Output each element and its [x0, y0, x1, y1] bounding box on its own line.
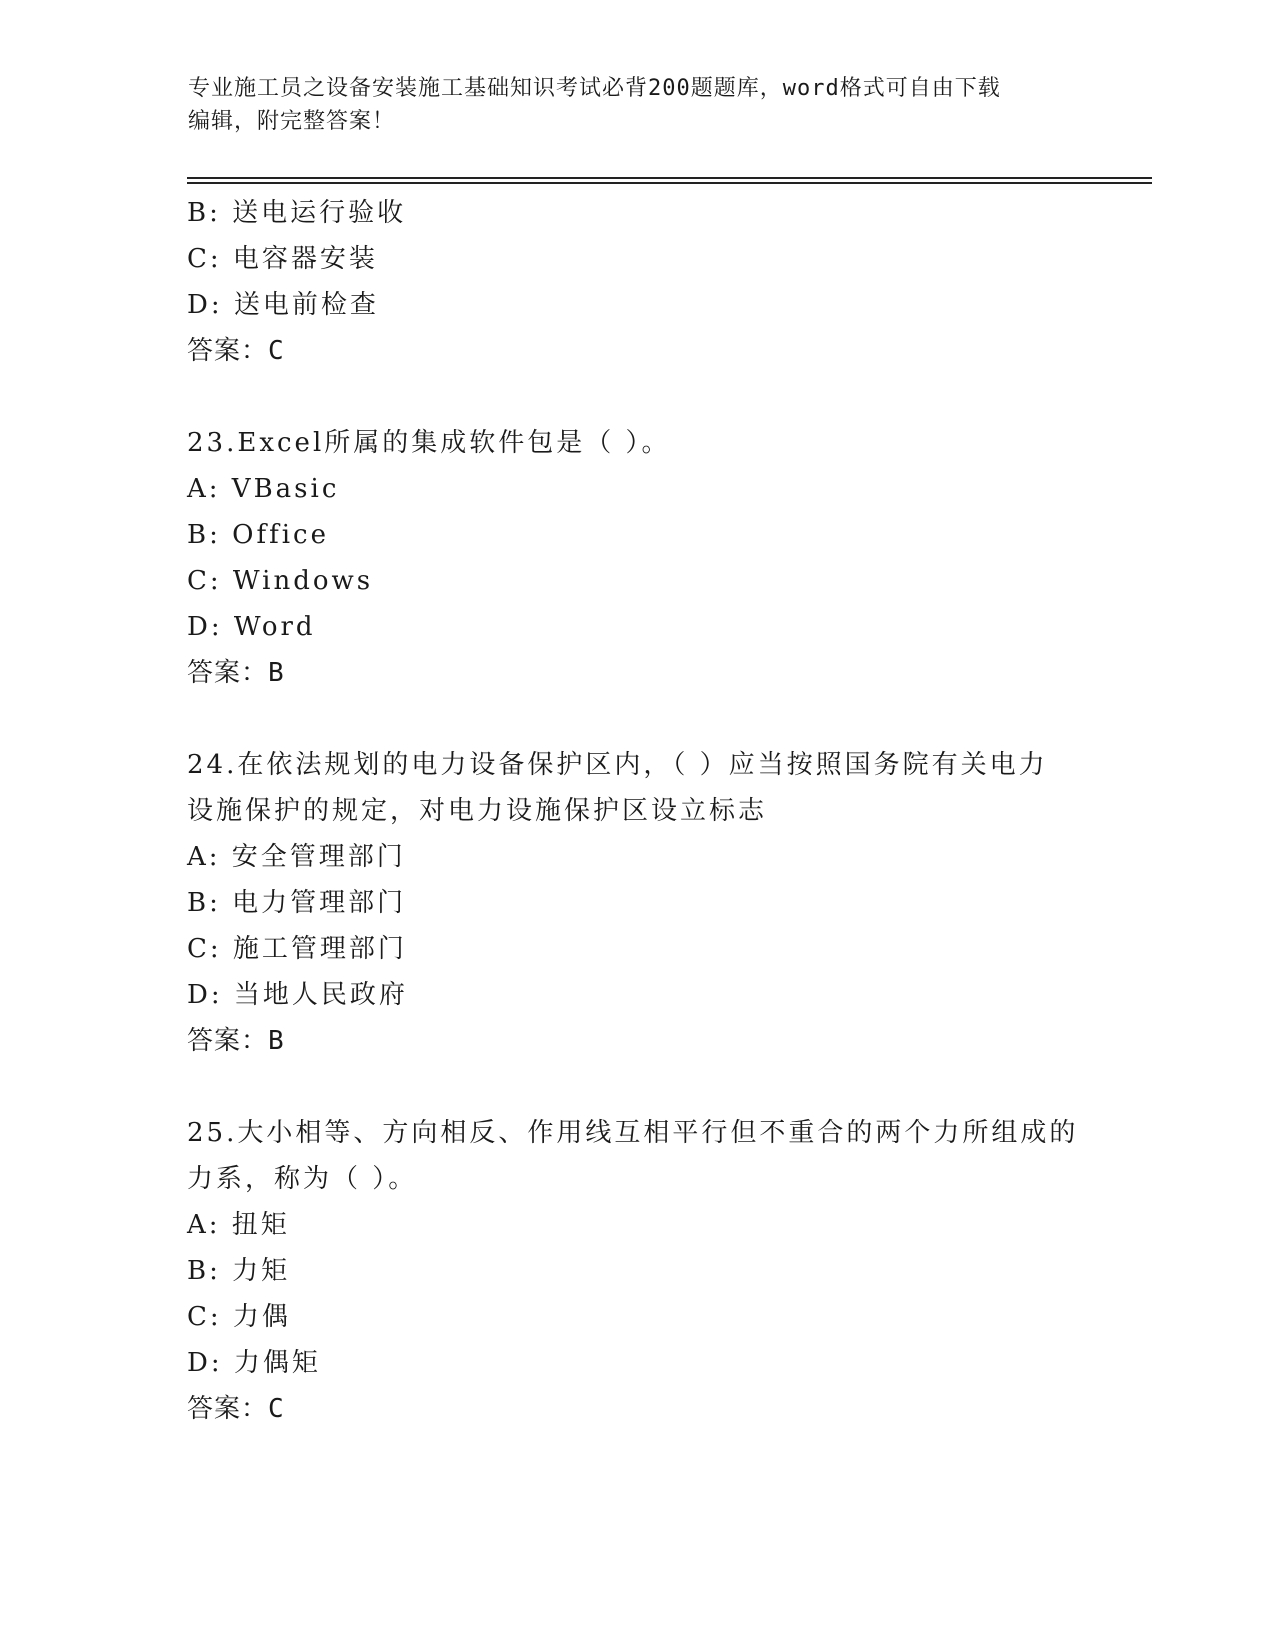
answer-line: 答案：B [187, 1026, 285, 1056]
option-a: A: 扭矩 [187, 1210, 290, 1240]
spacer [187, 696, 1087, 742]
option-d: D: 力偶矩 [187, 1348, 321, 1378]
option-d: D: Word [187, 612, 316, 642]
header-title-line-2: 编辑，附完整答案！ [188, 109, 396, 134]
option-b: B: 力矩 [187, 1256, 291, 1286]
option-c: C: 施工管理部门 [187, 934, 407, 964]
option-a: A: VBasic [187, 474, 340, 504]
question-text-line-1: 25.大小相等、方向相反、作用线互相平行但不重合的两个力所组成的 [187, 1118, 1079, 1148]
option-c: C: 电容器安装 [187, 244, 378, 274]
option-d: D: 送电前检查 [187, 290, 379, 320]
question-24 [187, 742, 1087, 1064]
header-divider-top [187, 177, 1152, 179]
option-b: B: 送电运行验收 [187, 198, 407, 228]
header-divider-bottom [187, 182, 1152, 184]
question-text-line-2: 设施保护的规定，对电力设施保护区设立标志 [187, 796, 768, 826]
question-25 [187, 1110, 1087, 1432]
option-b: B: 电力管理部门 [187, 888, 407, 918]
document-header [188, 72, 1088, 138]
question-text: 23.Excel所属的集成软件包是（ ）。 [187, 428, 671, 458]
option-b: B: Office [187, 520, 329, 550]
answer-line: 答案：C [187, 336, 285, 366]
question-22-continued [187, 190, 1087, 374]
option-c: C: 力偶 [187, 1302, 291, 1332]
option-c: C: Windows [187, 566, 374, 596]
option-a: A: 安全管理部门 [187, 842, 406, 872]
answer-line: 答案：B [187, 658, 285, 688]
question-text-line-2: 力系，称为（ ）。 [187, 1164, 418, 1194]
question-text-line-1: 24.在依法规划的电力设备保护区内，（ ）应当按照国务院有关电力 [187, 750, 1048, 780]
question-23 [187, 420, 1087, 696]
answer-line: 答案：C [187, 1394, 285, 1424]
option-d: D: 当地人民政府 [187, 980, 408, 1010]
spacer [187, 1064, 1087, 1110]
question-list [187, 190, 1087, 1432]
spacer [187, 374, 1087, 420]
header-title-line-1: 专业施工员之设备安装施工基础知识考试必背200题题库，word格式可自由下载 [188, 76, 1001, 101]
